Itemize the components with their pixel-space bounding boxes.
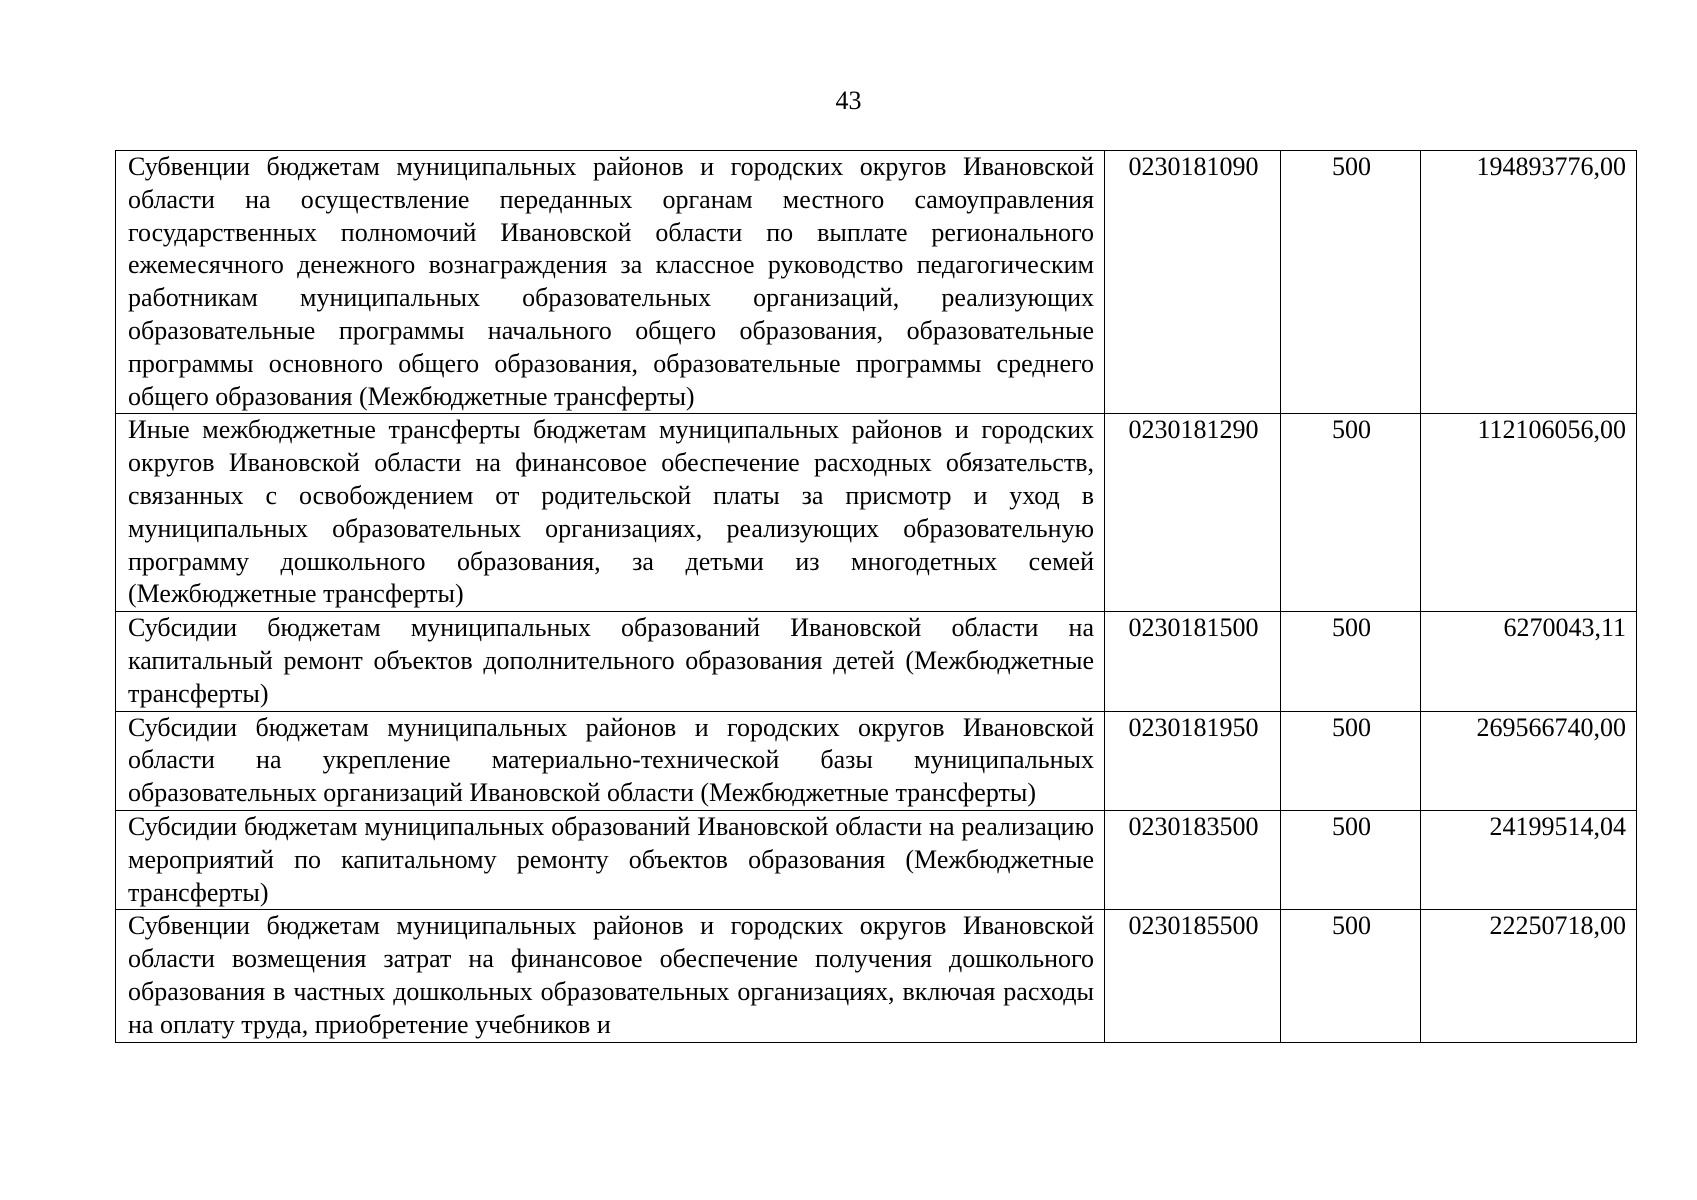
row-amount: 112106056,00	[1421, 414, 1637, 612]
row-description: Иные межбюджетные трансферты бюджетам муниципальных районов и городских округов Ивановской области на финансовое обеспечение расходных обязательств, связанных с освобождением от родительской платы за присмотр и уход в муниципальных образовательных организациях, реализующих образовательную программу дошкольного образования, за детьми из многодетных семей (Межбюджетные трансферты)	[116, 414, 1105, 612]
row-expense-type: 500	[1281, 810, 1421, 909]
row-target-code: 0230185500	[1105, 910, 1281, 1042]
row-expense-type: 500	[1281, 910, 1421, 1042]
table-row	[116, 151, 1637, 414]
budget-table	[115, 150, 1637, 1043]
row-target-code: 0230181500	[1105, 612, 1281, 711]
row-amount: 194893776,00	[1421, 151, 1637, 414]
row-target-code: 0230181090	[1105, 151, 1281, 414]
table-row	[116, 414, 1637, 612]
row-description: Субсидии бюджетам муниципальных образований Ивановской области на капитальный ремонт объектов дополнительного образования детей (Межбюджетные трансферты)	[116, 612, 1105, 711]
row-description: Субсидии бюджетам муниципальных районов и городских округов Ивановской области на укрепление материально-технической базы муниципальных образовательных организаций Ивановской области (Межбюджетные трансферты)	[116, 711, 1105, 810]
page-number: 43	[835, 86, 862, 115]
row-target-code: 0230181950	[1105, 711, 1281, 810]
row-amount: 6270043,11	[1421, 612, 1637, 711]
row-description: Субвенции бюджетам муниципальных районов и городских округов Ивановской области возмещения затрат на финансовое обеспечение получения дошкольного образования в частных дошкольных образовательных организациях, включая расходы на оплату труда, приобретение учебников и	[116, 910, 1105, 1042]
row-expense-type: 500	[1281, 711, 1421, 810]
row-amount: 24199514,04	[1421, 810, 1637, 909]
row-target-code: 0230183500	[1105, 810, 1281, 909]
row-amount: 22250718,00	[1421, 910, 1637, 1042]
row-description: Субвенции бюджетам муниципальных районов и городских округов Ивановской области на осуществление переданных органам местного самоуправления государственных полномочий Ивановской области по выплате регионального ежемесячного денежного вознаграждения за классное руководство педагогическим работникам муниципальных образовательных организаций, реализующих образовательные программы начального общего образования, образовательные программы основного общего образования, образовательные программы среднего общего образования (Межбюджетные трансферты)	[116, 151, 1105, 414]
table-row	[116, 612, 1637, 711]
row-expense-type: 500	[1281, 612, 1421, 711]
row-amount: 269566740,00	[1421, 711, 1637, 810]
row-target-code: 0230181290	[1105, 414, 1281, 612]
row-expense-type: 500	[1281, 151, 1421, 414]
table-row	[116, 711, 1637, 810]
row-description: Субсидии бюджетам муниципальных образований Ивановской области на реализацию мероприятий по капитальному ремонту объектов образования (Межбюджетные трансферты)	[116, 810, 1105, 909]
table-row	[116, 810, 1637, 909]
table-row	[116, 910, 1637, 1042]
row-expense-type: 500	[1281, 414, 1421, 612]
